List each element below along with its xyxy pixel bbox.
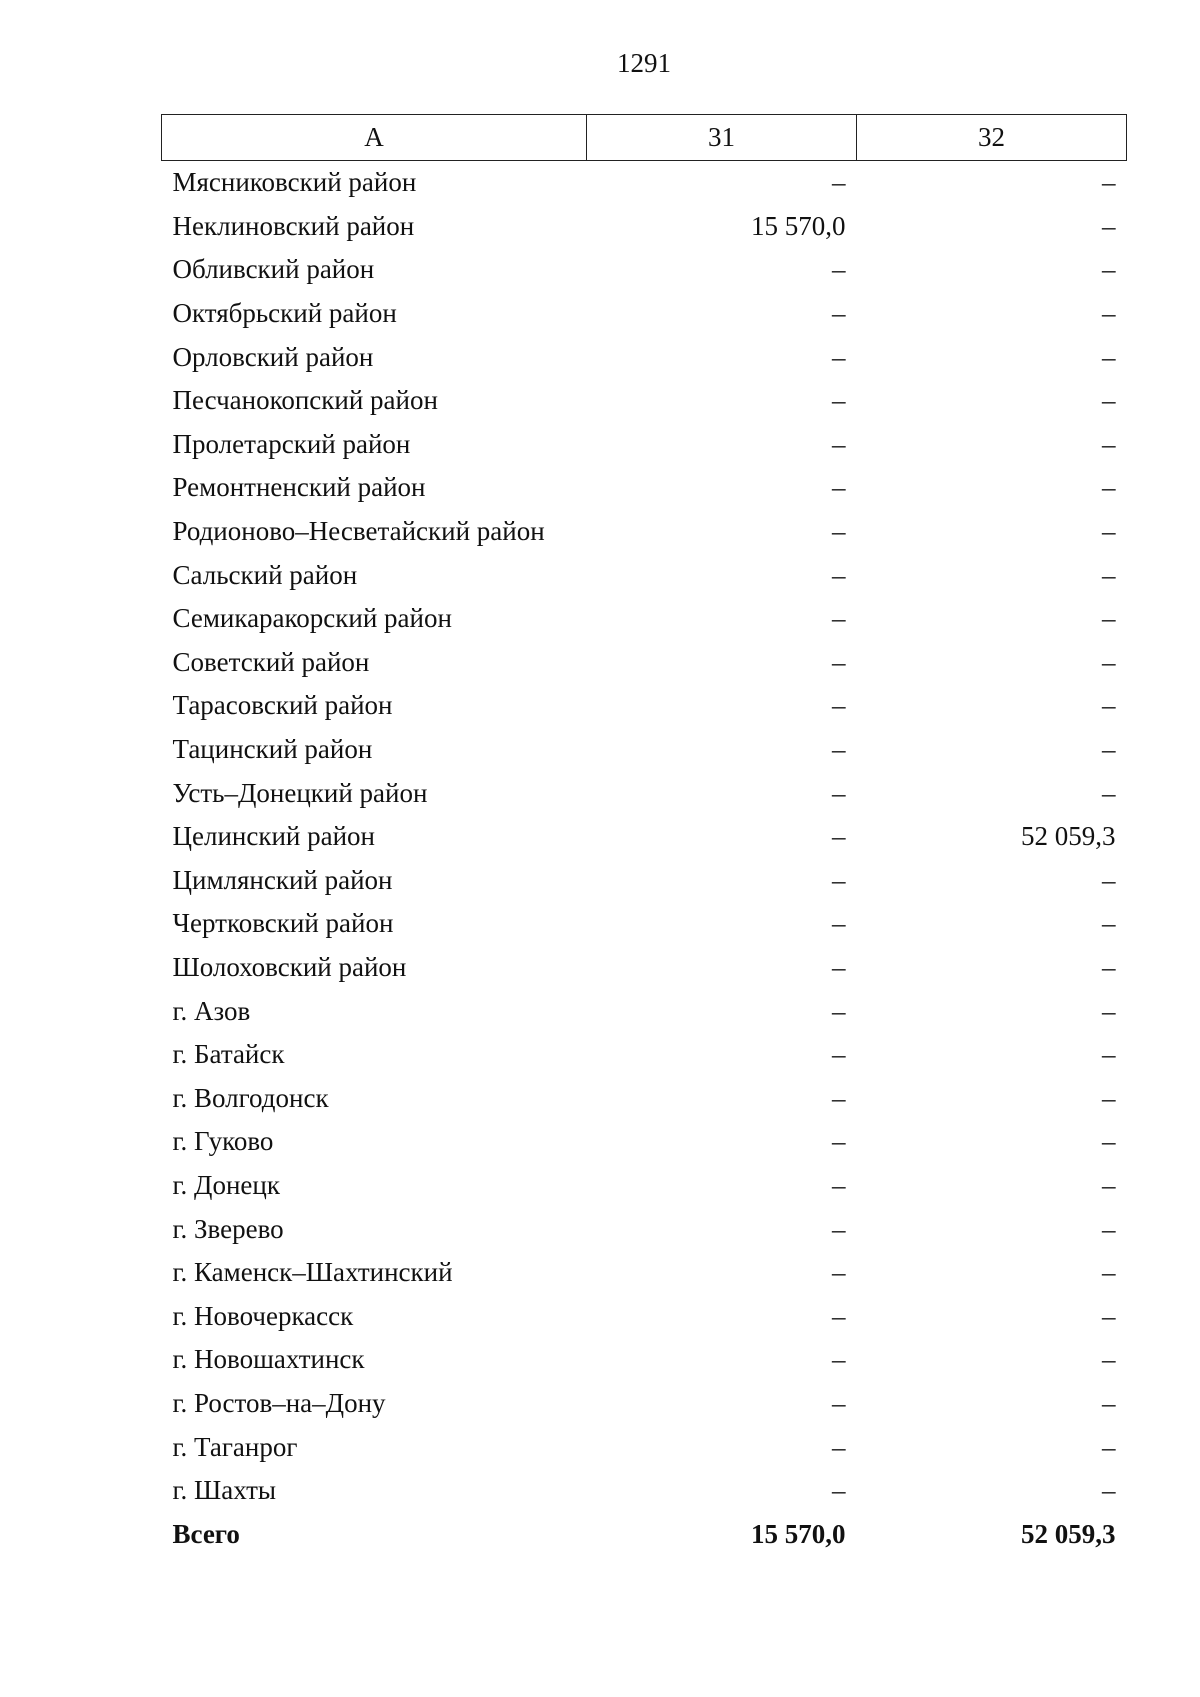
row-value-31-cell: – — [832, 690, 846, 721]
table-row — [162, 641, 1127, 685]
row-name-cell: Советский район — [172, 646, 370, 677]
row-name-cell: Родионово–Несветайский район — [172, 516, 545, 547]
row-value-31-cell: – — [832, 777, 846, 808]
row-value-32-cell: – — [1102, 1257, 1116, 1288]
data-table — [161, 114, 1127, 1556]
table-row — [162, 1294, 1127, 1338]
table-row — [162, 553, 1127, 597]
data-table-container — [161, 114, 1126, 1556]
row-name-cell: г. Донецк — [172, 1169, 280, 1200]
row-value-32-cell: 52 059,3 — [1021, 821, 1116, 852]
row-value-31-cell: – — [832, 1344, 846, 1375]
table-row — [162, 466, 1127, 510]
row-value-32-cell: 52 059,3 — [1021, 1518, 1116, 1549]
row-value-32-cell: – — [1102, 1169, 1116, 1200]
table-row — [162, 1425, 1127, 1469]
row-name-cell: Обливский район — [172, 254, 375, 285]
row-name-cell: Усть–Донецкий район — [172, 777, 428, 808]
header-cell-32: 32 — [857, 115, 1127, 161]
row-value-31-cell: – — [832, 1082, 846, 1113]
row-value-32-cell: – — [1102, 254, 1116, 285]
page-number: 1291 — [617, 48, 671, 78]
row-name-cell: Всего — [172, 1518, 240, 1549]
table-row — [162, 161, 1127, 205]
row-name-cell: г. Волгодонск — [172, 1082, 329, 1113]
row-value-32-cell: – — [1102, 951, 1116, 982]
row-value-31-cell: – — [832, 995, 846, 1026]
row-value-31-cell: – — [832, 167, 846, 198]
row-value-32-cell: – — [1102, 646, 1116, 677]
row-name-cell: г. Шахты — [172, 1475, 277, 1506]
table-row — [162, 989, 1127, 1033]
table-row — [162, 1338, 1127, 1382]
row-value-31-cell: – — [832, 1431, 846, 1462]
table-row — [162, 379, 1127, 423]
row-name-cell: Шолоховский район — [172, 951, 407, 982]
row-value-32-cell: – — [1102, 603, 1116, 634]
row-value-31-cell: 15 570,0 — [751, 210, 846, 241]
row-value-32-cell: – — [1102, 734, 1116, 765]
row-value-31-cell: – — [832, 1387, 846, 1418]
row-value-32-cell: – — [1102, 516, 1116, 547]
row-value-32-cell: – — [1102, 1213, 1116, 1244]
row-value-31-cell: – — [832, 908, 846, 939]
row-name-cell: Сальский район — [172, 559, 358, 590]
row-name-cell: г. Каменск–Шахтинский — [172, 1257, 453, 1288]
table-row — [162, 423, 1127, 467]
row-name-cell: Тарасовский район — [172, 690, 393, 721]
row-value-31-cell: – — [832, 298, 846, 329]
row-value-31-cell: – — [832, 341, 846, 372]
row-name-cell: Цимлянский район — [172, 864, 393, 895]
header-cell-name: А — [162, 115, 587, 161]
row-name-cell: Октябрьский район — [172, 298, 397, 329]
table-header — [162, 115, 1127, 161]
table-row — [162, 1251, 1127, 1295]
table-body — [162, 161, 1127, 1557]
row-name-cell: г. Таганрог — [172, 1431, 298, 1462]
row-value-32-cell: – — [1102, 908, 1116, 939]
table-row — [162, 1076, 1127, 1120]
row-name-cell: Мясниковский район — [172, 167, 417, 198]
table-row — [162, 815, 1127, 859]
row-value-32-cell: – — [1102, 428, 1116, 459]
row-value-32-cell: – — [1102, 167, 1116, 198]
row-name-cell: Неклиновский район — [172, 210, 415, 241]
row-value-32-cell: – — [1102, 385, 1116, 416]
row-name-cell: Ремонтненский район — [172, 472, 426, 503]
row-value-32-cell: – — [1102, 1431, 1116, 1462]
row-value-32-cell: – — [1102, 1039, 1116, 1070]
total-row — [162, 1512, 1127, 1556]
row-value-31-cell: – — [832, 559, 846, 590]
row-value-31-cell: – — [832, 1257, 846, 1288]
table-row — [162, 248, 1127, 292]
table-row — [162, 946, 1127, 990]
row-value-32-cell: – — [1102, 210, 1116, 241]
table-row — [162, 205, 1127, 249]
row-value-31-cell: – — [832, 734, 846, 765]
table-row — [162, 859, 1127, 903]
row-value-32-cell: – — [1102, 1126, 1116, 1157]
table-row — [162, 597, 1127, 641]
row-value-31-cell: – — [832, 1475, 846, 1506]
table-row — [162, 1033, 1127, 1077]
row-name-cell: г. Новошахтинск — [172, 1344, 365, 1375]
row-value-32-cell: – — [1102, 1387, 1116, 1418]
row-name-cell: Семикаракорский район — [172, 603, 452, 634]
row-value-31-cell: – — [832, 428, 846, 459]
row-value-31-cell: – — [832, 472, 846, 503]
row-name-cell: г. Новочеркасск — [172, 1300, 354, 1331]
row-name-cell: Целинский район — [172, 821, 375, 852]
row-value-31-cell: – — [832, 1300, 846, 1331]
header-cell-31: 31 — [587, 115, 857, 161]
row-value-31-cell: – — [832, 1169, 846, 1200]
table-row — [162, 292, 1127, 336]
table-row — [162, 684, 1127, 728]
row-value-32-cell: – — [1102, 298, 1116, 329]
row-value-32-cell: – — [1102, 1082, 1116, 1113]
row-name-cell: Тацинский район — [172, 734, 373, 765]
row-name-cell: Пролетарский район — [172, 428, 411, 459]
row-value-32-cell: – — [1102, 1475, 1116, 1506]
table-row — [162, 902, 1127, 946]
row-value-32-cell: – — [1102, 995, 1116, 1026]
row-value-32-cell: – — [1102, 559, 1116, 590]
row-value-32-cell: – — [1102, 1300, 1116, 1331]
row-value-32-cell: – — [1102, 341, 1116, 372]
table-row — [162, 335, 1127, 379]
row-value-32-cell: – — [1102, 864, 1116, 895]
table-row — [162, 1469, 1127, 1513]
table-row — [162, 771, 1127, 815]
table-row — [162, 1164, 1127, 1208]
table-row — [162, 728, 1127, 772]
row-value-31-cell: – — [832, 1213, 846, 1244]
row-value-32-cell: – — [1102, 777, 1116, 808]
row-value-31-cell: – — [832, 254, 846, 285]
row-name-cell: г. Зверево — [172, 1213, 284, 1244]
table-row — [162, 1207, 1127, 1251]
row-name-cell: г. Ростов–на–Дону — [172, 1387, 386, 1418]
table-row — [162, 1382, 1127, 1426]
row-name-cell: Орловский район — [172, 341, 374, 372]
row-value-31-cell: – — [832, 603, 846, 634]
row-value-31-cell: – — [832, 864, 846, 895]
row-value-32-cell: – — [1102, 690, 1116, 721]
row-value-31-cell: 15 570,0 — [751, 1518, 846, 1549]
row-name-cell: г. Азов — [172, 995, 251, 1026]
row-value-31-cell: – — [832, 646, 846, 677]
row-value-32-cell: – — [1102, 1344, 1116, 1375]
row-value-31-cell: – — [832, 1039, 846, 1070]
row-name-cell: Чертковский район — [172, 908, 394, 939]
row-name-cell: г. Гуково — [172, 1126, 274, 1157]
table-row — [162, 1120, 1127, 1164]
row-value-31-cell: – — [832, 951, 846, 982]
table-row — [162, 510, 1127, 554]
row-value-31-cell: – — [832, 1126, 846, 1157]
row-value-32-cell: – — [1102, 472, 1116, 503]
row-name-cell: Песчанокопский район — [172, 385, 438, 416]
row-value-31-cell: – — [832, 821, 846, 852]
row-name-cell: г. Батайск — [172, 1039, 285, 1070]
row-value-31-cell: – — [832, 385, 846, 416]
row-value-31-cell: – — [832, 516, 846, 547]
header-row — [162, 115, 1127, 161]
